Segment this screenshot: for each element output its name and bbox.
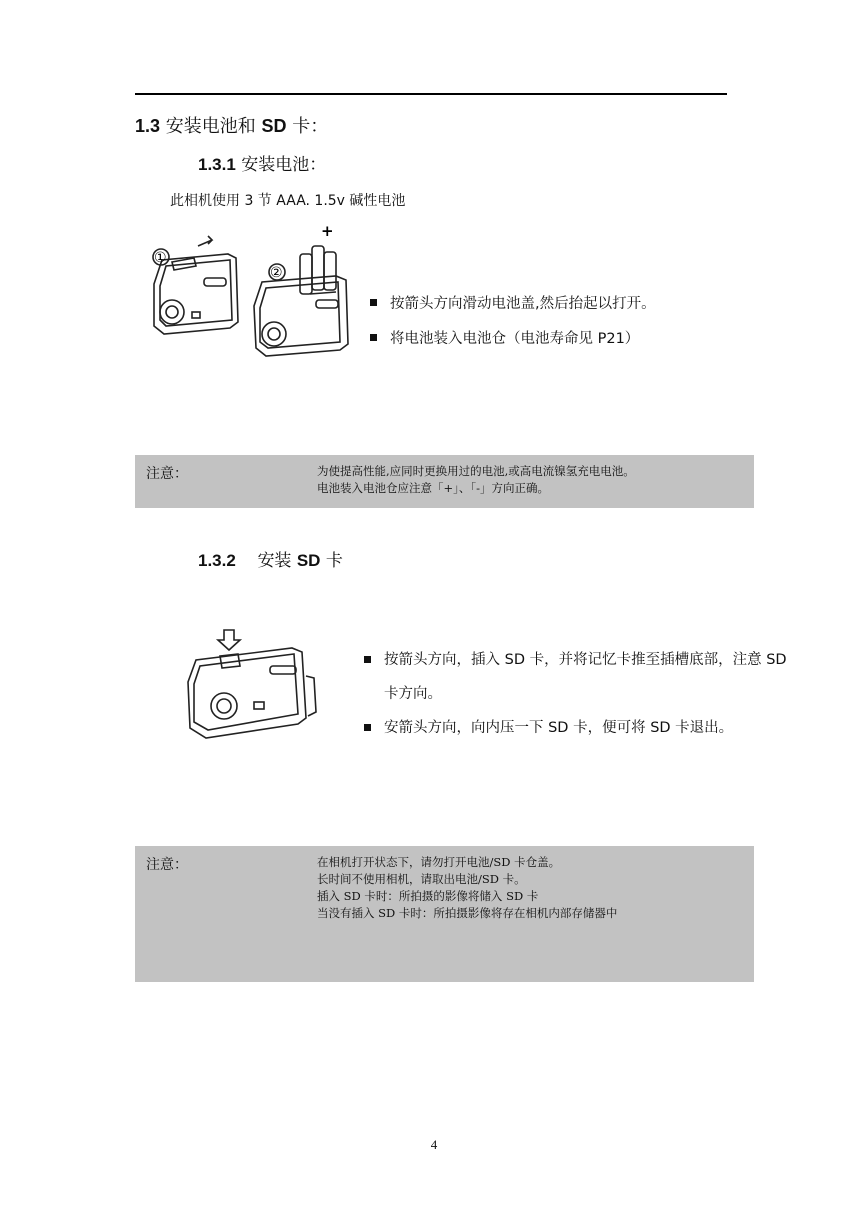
note-text-sd — [317, 854, 617, 922]
subsection-battery-heading — [198, 150, 326, 175]
section-title-c: 卡： — [292, 116, 329, 137]
section-heading — [135, 112, 328, 138]
note-line: 当没有插入 SD 卡时：所拍摄影像将存在相机内部存储器中 — [317, 906, 618, 920]
header-rule — [135, 93, 727, 95]
step1-marker: ① — [154, 250, 167, 266]
note-line: 插入 SD 卡时：所拍摄的影像将储入 SD 卡 — [317, 889, 539, 903]
battery-intro-text: 此相机使用 3 节 AAA. 1.5v 碱性电池 — [170, 193, 406, 209]
battery-step-1: 按箭头方向滑动电池盖,然后抬起以打开。 — [370, 292, 656, 327]
note-line: 在相机打开状态下，请勿打开电池/SD 卡仓盖。 — [317, 855, 561, 869]
section-number: 1.3 — [135, 116, 161, 136]
step2-marker: ② — [270, 265, 283, 281]
insert-arrow-icon — [218, 630, 240, 650]
note-line: 为使提高性能,应同时更换用过的电池,或高电流镍氢充电电池。 — [317, 464, 635, 478]
sd-steps-list — [364, 643, 804, 745]
note-line: 长时间不使用相机，请取出电池/SD 卡。 — [317, 872, 526, 886]
page-number: 4 — [430, 1137, 438, 1152]
subsection-battery-number: 1.3.1 — [198, 155, 236, 174]
sd-step-2: 安箭头方向，向内压一下 SD 卡，便可将 SD 卡退出。 — [364, 711, 804, 745]
note-box-sd — [135, 846, 754, 982]
note-line: 电池装入电池仓应注意「+」、「-」方向正确。 — [317, 481, 550, 495]
subsection-sd-heading — [198, 546, 343, 571]
subsection-sd-number: 1.3.2 — [198, 551, 236, 570]
note-text-battery — [317, 463, 635, 497]
subsection-battery-title: 安装电池： — [241, 155, 327, 175]
sd-insert-illustration — [180, 626, 325, 751]
subsection-sd-title-c: 卡 — [325, 551, 343, 571]
subsection-sd-title-a: 安装 — [257, 551, 292, 571]
section-title-sd: SD — [261, 116, 287, 136]
battery-step-2: 将电池装入电池仓（电池寿命见 P21） — [370, 327, 656, 362]
note-label-sd: 注意： — [146, 857, 188, 873]
battery-install-illustration — [140, 222, 365, 362]
subsection-sd-title-sd: SD — [296, 551, 321, 570]
note-box-battery — [135, 455, 754, 508]
camera-step2-drawing — [254, 246, 348, 356]
section-title-a: 安装电池和 — [165, 116, 256, 137]
sd-step-1: 按箭头方向，插入 SD 卡，并将记忆卡推至插槽底部，注意 SD 卡方向。 — [364, 643, 804, 711]
battery-plus-sign: + — [321, 222, 334, 240]
battery-steps-list — [370, 292, 656, 362]
note-label-battery: 注意： — [146, 466, 188, 482]
